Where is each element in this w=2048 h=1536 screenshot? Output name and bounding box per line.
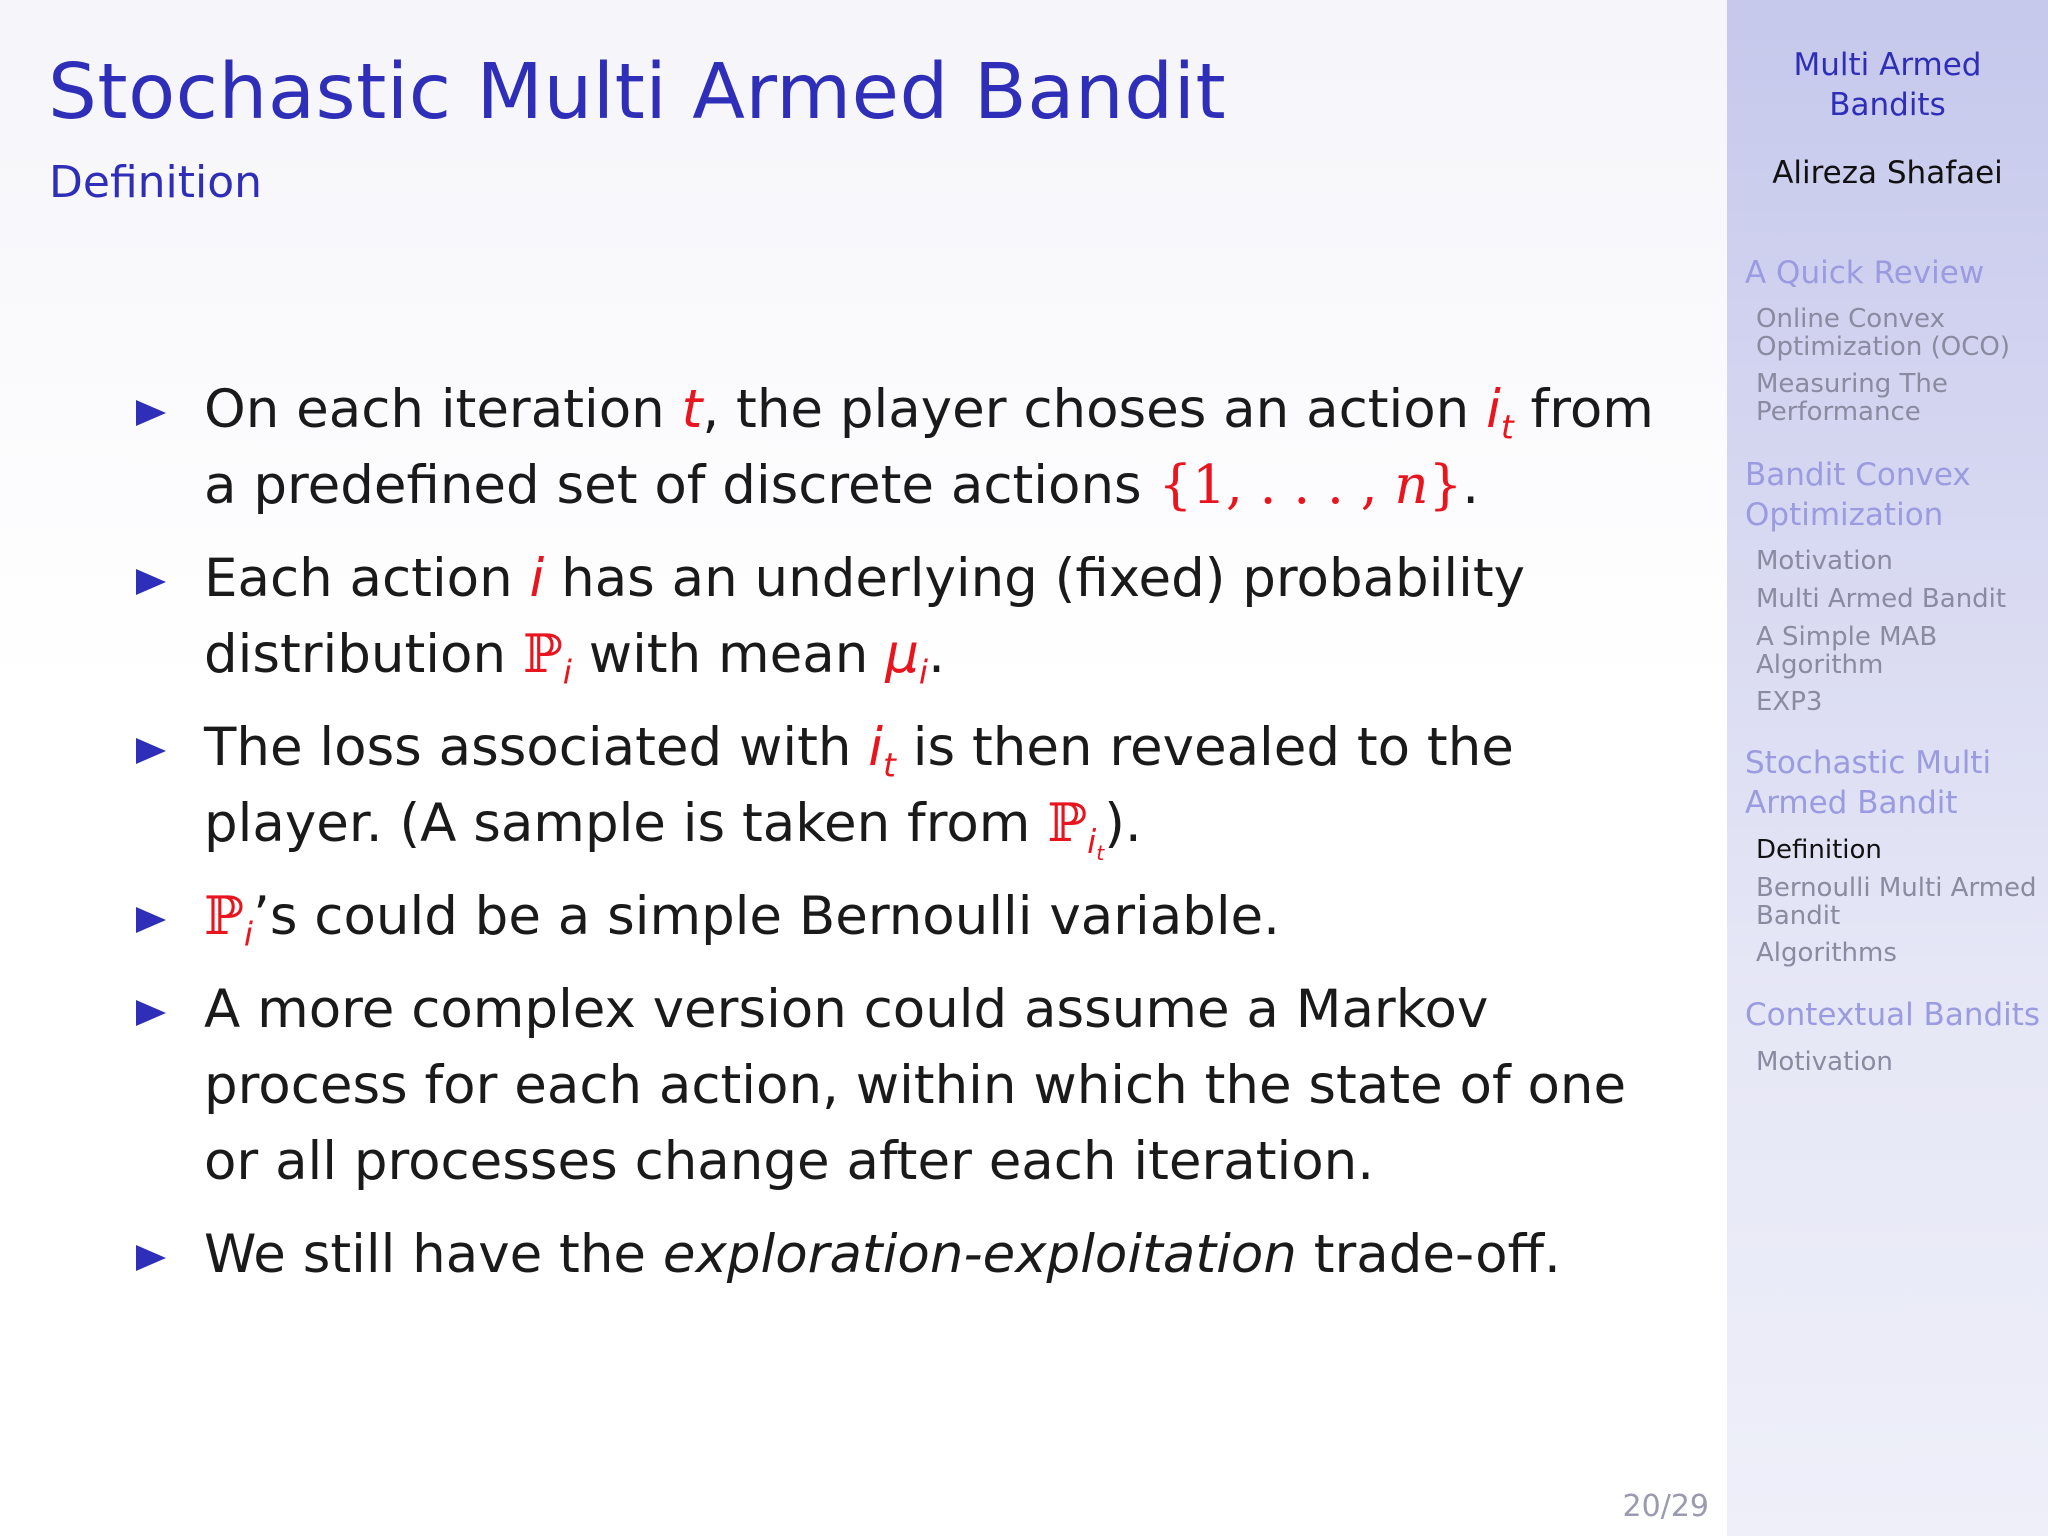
sidebar-subsection-algorithms[interactable]: Algorithms xyxy=(1756,938,1897,968)
sidebar-section-quick-review[interactable]: A Quick Review xyxy=(1745,255,1985,291)
bullet-text: ’s could be a simple Bernoulli variable. xyxy=(253,886,1281,947)
math-set: {1, . . . , n} xyxy=(1158,455,1463,516)
bullet-text: A more complex version could assume a Markov process for each action, within which the state of one or all processes change after each iteration. xyxy=(204,979,1627,1192)
bullet-text: , the player choses an action xyxy=(702,379,1487,440)
slide-title: Stochastic Multi Armed Bandit xyxy=(48,48,1227,137)
sidebar-subsection-mab[interactable]: Multi Armed Bandit xyxy=(1756,584,2007,614)
math-var: $\mu_i$ xyxy=(885,624,929,692)
bullet-item xyxy=(136,710,1696,865)
sidebar-section-contextual[interactable]: Contextual Bandits xyxy=(1745,997,2041,1033)
math-var: t xyxy=(681,379,703,440)
sidebar-subsection-motivation[interactable]: Motivation xyxy=(1756,546,1893,576)
sidebar-subsection-definition[interactable]: Definition xyxy=(1756,835,1882,865)
bullet-arrow-icon xyxy=(136,569,166,595)
bullet-item xyxy=(136,372,1696,524)
bullet-text: On each iteration xyxy=(204,379,682,440)
bullet-arrow-icon xyxy=(136,1000,166,1026)
sidebar-subsection-oco[interactable]: Online Convex Optimization (OCO) xyxy=(1756,304,2010,362)
sidebar-section-stochastic-mab[interactable]: Stochastic Multi Armed Bandit xyxy=(1745,745,1992,821)
sidebar-section-bandit-convex[interactable]: Bandit Convex Optimization xyxy=(1745,457,1971,533)
bullet-text: The loss associated with xyxy=(204,717,869,778)
bullet-emphasis: exploration-exploitation xyxy=(662,1224,1297,1285)
bullet-text: ). xyxy=(1104,793,1142,854)
sidebar-navigation xyxy=(1727,0,2048,1536)
bullet-text: from a predefined set of discrete actions xyxy=(204,379,1654,516)
page-number: 20/29 xyxy=(1622,1489,1709,1524)
bullet-text: is then revealed to the player. (A sample is taken from xyxy=(204,717,1514,854)
bullet-list xyxy=(136,372,1696,1310)
bullet-arrow-icon xyxy=(136,738,166,764)
bullet-text: . xyxy=(928,624,945,685)
math-var: i xyxy=(529,548,545,609)
math-var: ℙ$_i$ xyxy=(522,624,572,692)
bullet-text: . xyxy=(1462,455,1480,516)
sidebar-subsection-simple-mab[interactable]: A Simple MAB Algorithm xyxy=(1756,622,1938,680)
bullet-arrow-icon xyxy=(136,1245,166,1271)
math-var: $i_t$ xyxy=(868,717,896,785)
math-var: ℙ$_i$ xyxy=(204,886,253,954)
bullet-item xyxy=(136,972,1696,1200)
bullet-item xyxy=(136,1217,1696,1293)
math-var: ℙ$_{i_t}$ xyxy=(1047,793,1105,865)
bullet-arrow-icon xyxy=(136,907,166,933)
bullet-item xyxy=(136,541,1696,693)
sidebar-subsection-bernoulli[interactable]: Bernoulli Multi Armed Bandit xyxy=(1756,873,2037,931)
bullet-text: We still have the xyxy=(204,1224,663,1285)
bullet-item xyxy=(136,879,1696,955)
bullet-text: Each action xyxy=(204,548,530,609)
presentation-title[interactable]: Multi Armed Bandits xyxy=(1793,47,1982,123)
bullet-text: with mean xyxy=(571,624,886,685)
math-var: $i_t$ xyxy=(1486,379,1514,447)
author-name: Alireza Shafaei xyxy=(1772,155,2003,191)
bullet-text: trade-off. xyxy=(1296,1224,1561,1285)
sidebar-subsection-measuring[interactable]: Measuring The Performance xyxy=(1756,369,1948,427)
bullet-arrow-icon xyxy=(136,400,166,426)
sidebar-subsection-motivation-2[interactable]: Motivation xyxy=(1756,1047,1893,1077)
slide-subtitle: Definition xyxy=(49,157,263,208)
sidebar-subsection-exp3[interactable]: EXP3 xyxy=(1756,687,1823,717)
bullet-text: has an underlying (fixed) probability distribution xyxy=(204,548,1526,685)
